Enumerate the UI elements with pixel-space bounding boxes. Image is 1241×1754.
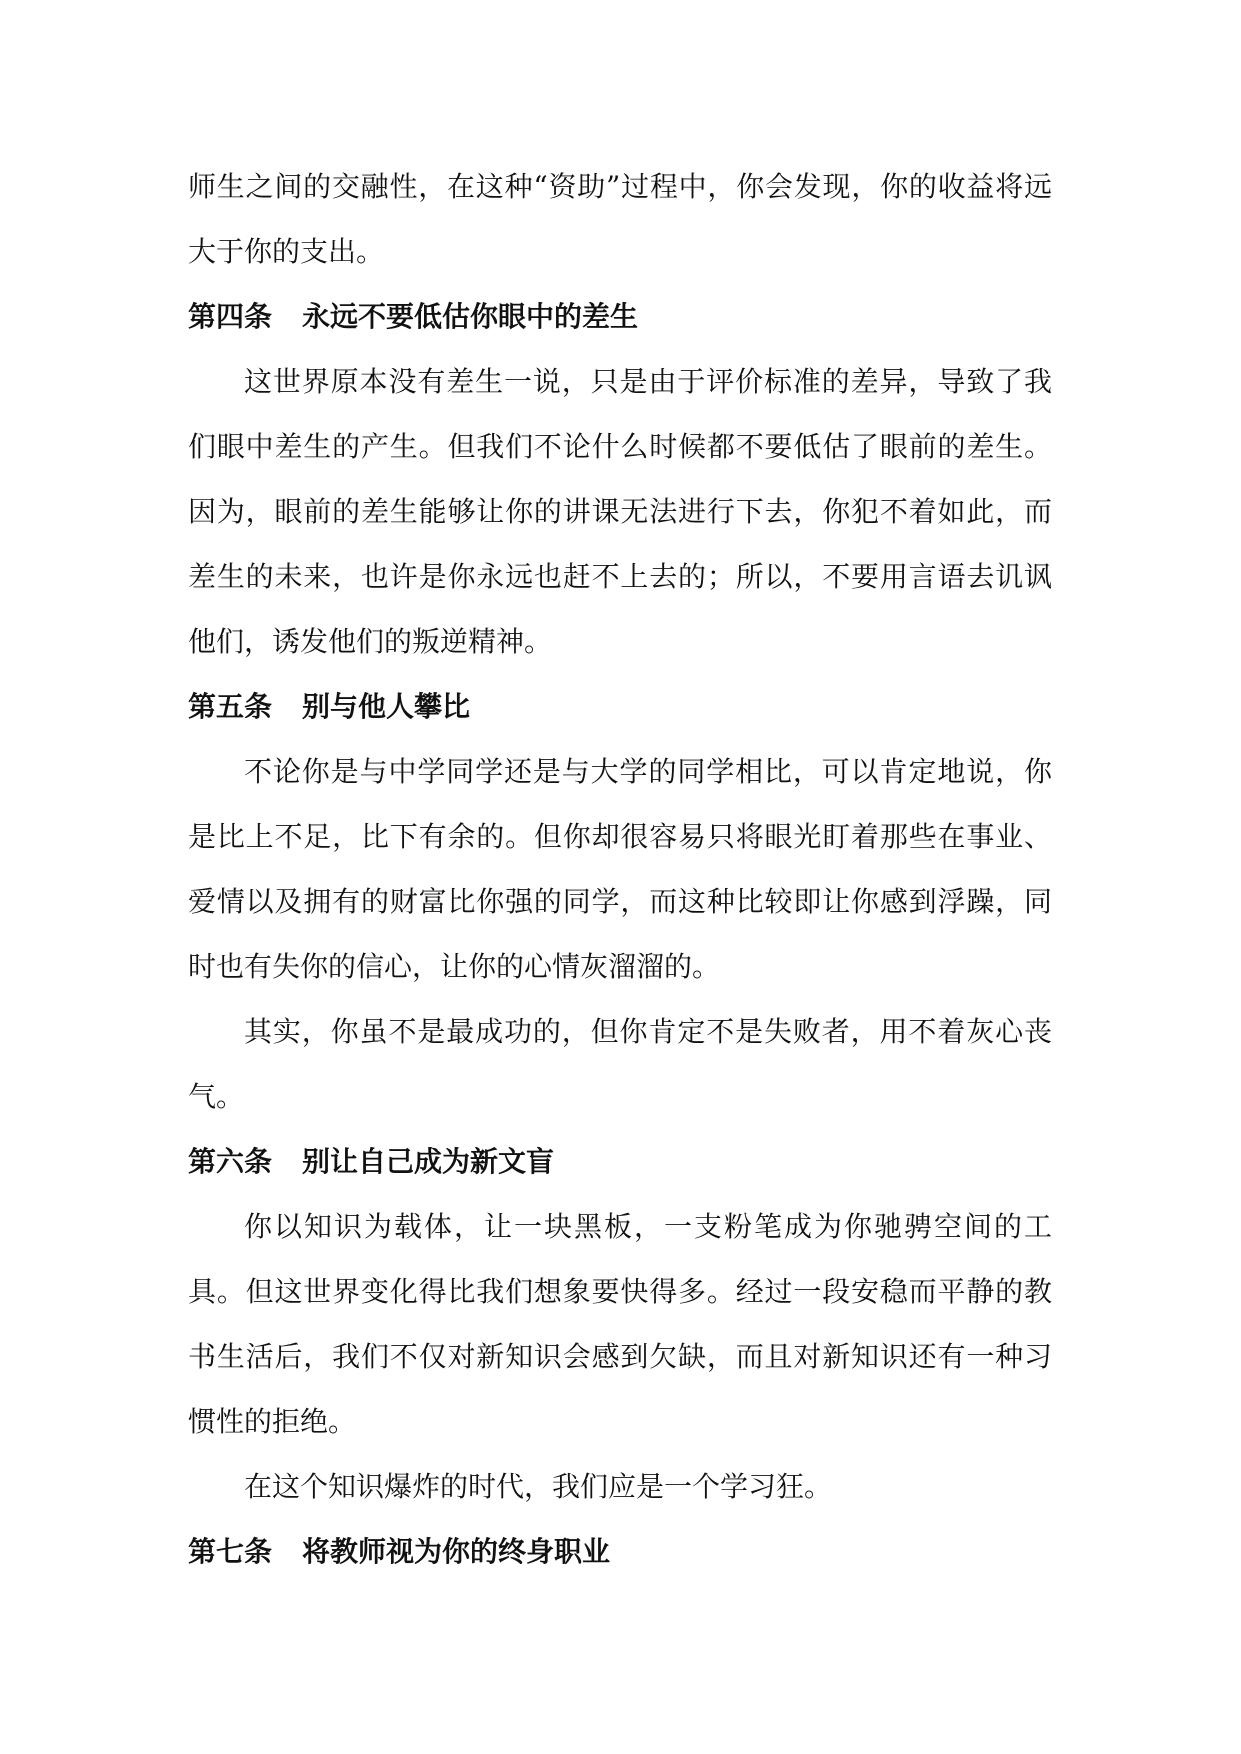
article-title: 永远不要低估你眼中的差生: [302, 300, 639, 333]
article-number: 第七条: [188, 1535, 273, 1568]
article-title: 将教师视为你的终身职业: [302, 1535, 611, 1568]
article-5-paragraph: 其实，你虽不是最成功的，但你肯定不是失败者，用不着灰心丧气。: [188, 1015, 1052, 1113]
article-6-paragraph: 在这个知识爆炸的时代，我们应是一个学习狂。: [244, 1470, 833, 1503]
article-4-paragraph: 这世界原本没有差生一说，只是由于评价标准的差异，导致了我们眼中差生的产生。但我们不论什么时候都不要低估了眼前的差生。因为，眼前的差生能够让你的讲课无法进行下去，你犯不着如此，而差生的未来，也许是你永远也赶不上去的；所以，不要用言语去讥讽他们，诱发他们的叛逆精神。: [188, 365, 1052, 658]
article-5-heading: [188, 674, 1052, 739]
article-6-paragraph: 你以知识为载体，让一块黑板，一支粉笔成为你驰骋空间的工具。但这世界变化得比我们想象要快得多。经过一段安稳而平静的教书生活后，我们不仅对新知识会感到欠缺，而且对新知识还有一种习惯性的拒绝。: [188, 1210, 1052, 1438]
article-number: 第五条: [188, 690, 273, 723]
article-6-heading: [188, 1129, 1052, 1194]
article-4-heading: [188, 284, 1052, 349]
article-number: 第四条: [188, 300, 273, 333]
article-7-heading: [188, 1519, 1052, 1584]
article-number: 第六条: [188, 1145, 273, 1178]
article-5-paragraph: 不论你是与中学同学还是与大学的同学相比，可以肯定地说，你是比上不足，比下有余的。但你却很容易只将眼光盯着那些在事业、爱情以及拥有的财富比你强的同学，而这种比较即让你感到浮躁，同时也有失你的信心，让你的心情灰溜溜的。: [188, 755, 1052, 983]
document-page: [188, 154, 1052, 1584]
continued-paragraph: 师生之间的交融性，在这种“资助”过程中，你会发现，你的收益将远大于你的支出。: [188, 170, 1052, 268]
article-title: 别让自己成为新文盲: [302, 1145, 555, 1178]
article-title: 别与他人攀比: [302, 690, 471, 723]
